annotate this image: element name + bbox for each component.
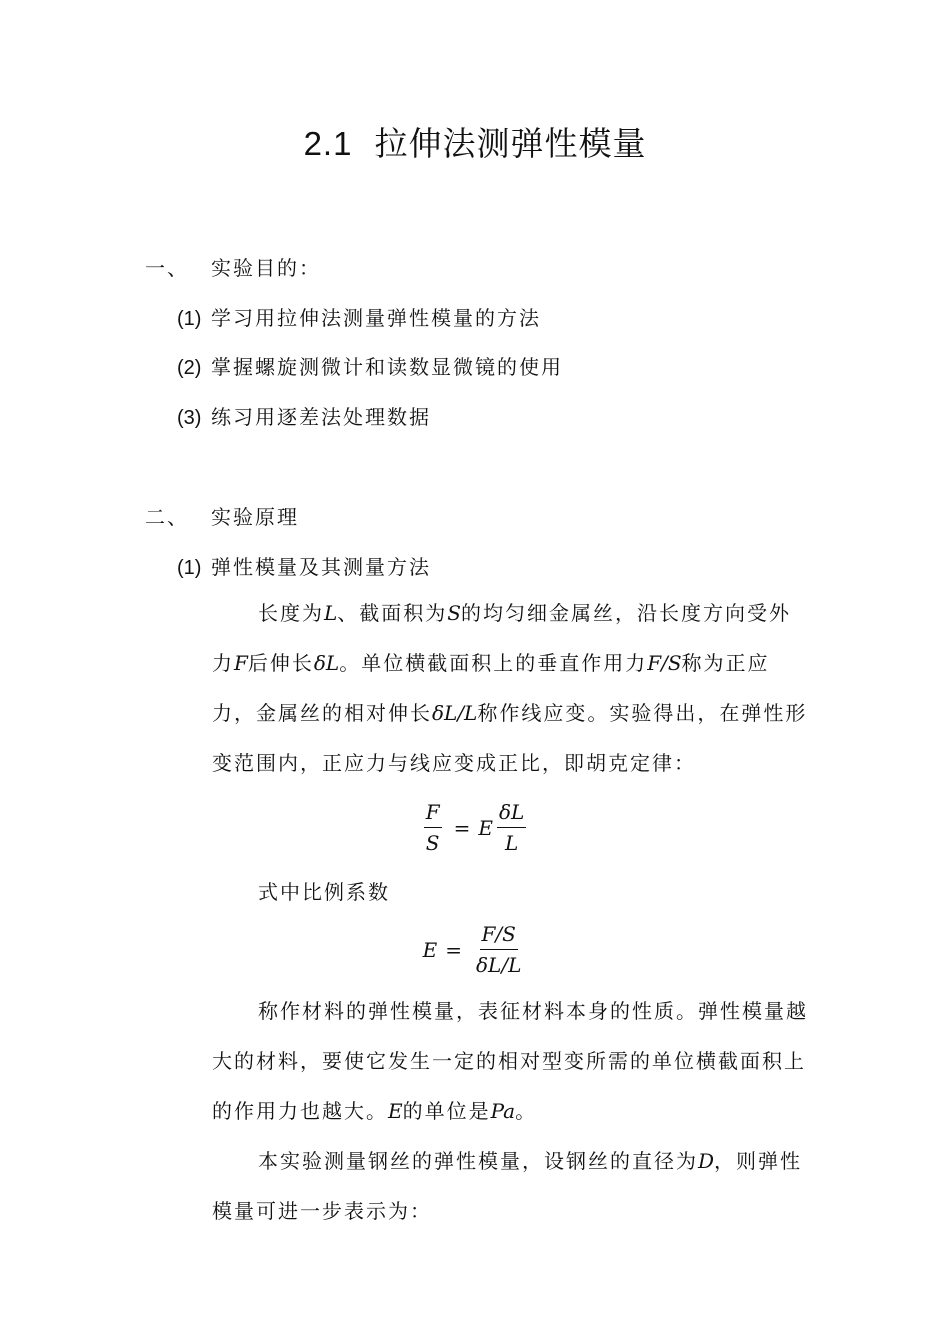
page-title — [0, 118, 950, 165]
list-item-text: 掌握螺旋测微计和读数显微镜的使用 — [211, 355, 563, 379]
math-strain: δL/L — [432, 701, 478, 725]
list-item — [177, 401, 431, 430]
title-text: 拉伸法测弹性模量 — [374, 124, 647, 163]
math-D: D — [698, 1149, 715, 1173]
section-2-title: 实验原理 — [211, 505, 299, 529]
equation-modulus: E = $\frac{F/S}{\delta L/L}$ — [422, 922, 522, 977]
paragraph-hooke: 长度为L、截面积为S的均匀细金属丝，沿长度方向受外力F后伸长δL。单位横截面积上的垂直作用力F/S称为正应力，金属丝的相对伸长δL/L称作线应变。实验得出，在弹性形变范围内，正应力与线应变成正比，即胡克定律： — [212, 601, 808, 775]
section-1-mark: 一、 — [145, 256, 189, 280]
section-2-heading — [145, 501, 299, 530]
title-number: 2.1 — [303, 125, 353, 162]
list-item-number: (2) — [177, 357, 202, 379]
list-item — [177, 302, 541, 331]
list-item-number: (1) — [177, 308, 202, 330]
list-item — [177, 351, 563, 380]
equation-hooke: $\frac{F}{S}$ = E $\frac{\delta L}{L}$ — [425, 800, 525, 855]
math-delta-L: δL — [313, 651, 340, 675]
section-1-title: 实验目的： — [211, 256, 321, 280]
fraction-dL-L: $\frac{\delta L}{L}$ — [498, 800, 525, 855]
fraction-F-S: $\frac{F}{S}$ — [425, 800, 440, 855]
paragraph-modulus: 称作材料的弹性模量，表征材料本身的性质。弹性模量越大的材料，要使它发生一定的相对型变所需的单位横截面积上的作用力也越大。E的单位是Pa。 — [212, 999, 808, 1123]
list-item-text: 学习用拉伸法测量弹性模量的方法 — [211, 306, 541, 330]
list-item-number: (3) — [177, 407, 202, 429]
list-item-text: 练习用逐差法处理数据 — [211, 405, 431, 429]
math-F-over-S: F/S — [647, 651, 682, 675]
subsection-number: (1) — [177, 557, 202, 579]
section-1-heading — [145, 252, 321, 281]
math-L: L — [324, 601, 338, 625]
paragraph-steel-wire: 本实验测量钢丝的弹性模量，设钢丝的直径为D，则弹性模量可进一步表示为： — [212, 1149, 803, 1223]
section-2-mark: 二、 — [145, 505, 189, 529]
math-Pa: Pa — [490, 1099, 516, 1123]
math-S: S — [447, 601, 461, 625]
fraction-modulus: $\frac{F/S}{\delta L/L}$ — [476, 922, 522, 977]
subsection-title: 弹性模量及其测量方法 — [211, 555, 431, 579]
subsection-heading — [177, 551, 431, 580]
math-F: F — [234, 651, 248, 675]
math-E: E — [388, 1099, 403, 1123]
coefficient-line: 式中比例系数 — [258, 880, 390, 904]
